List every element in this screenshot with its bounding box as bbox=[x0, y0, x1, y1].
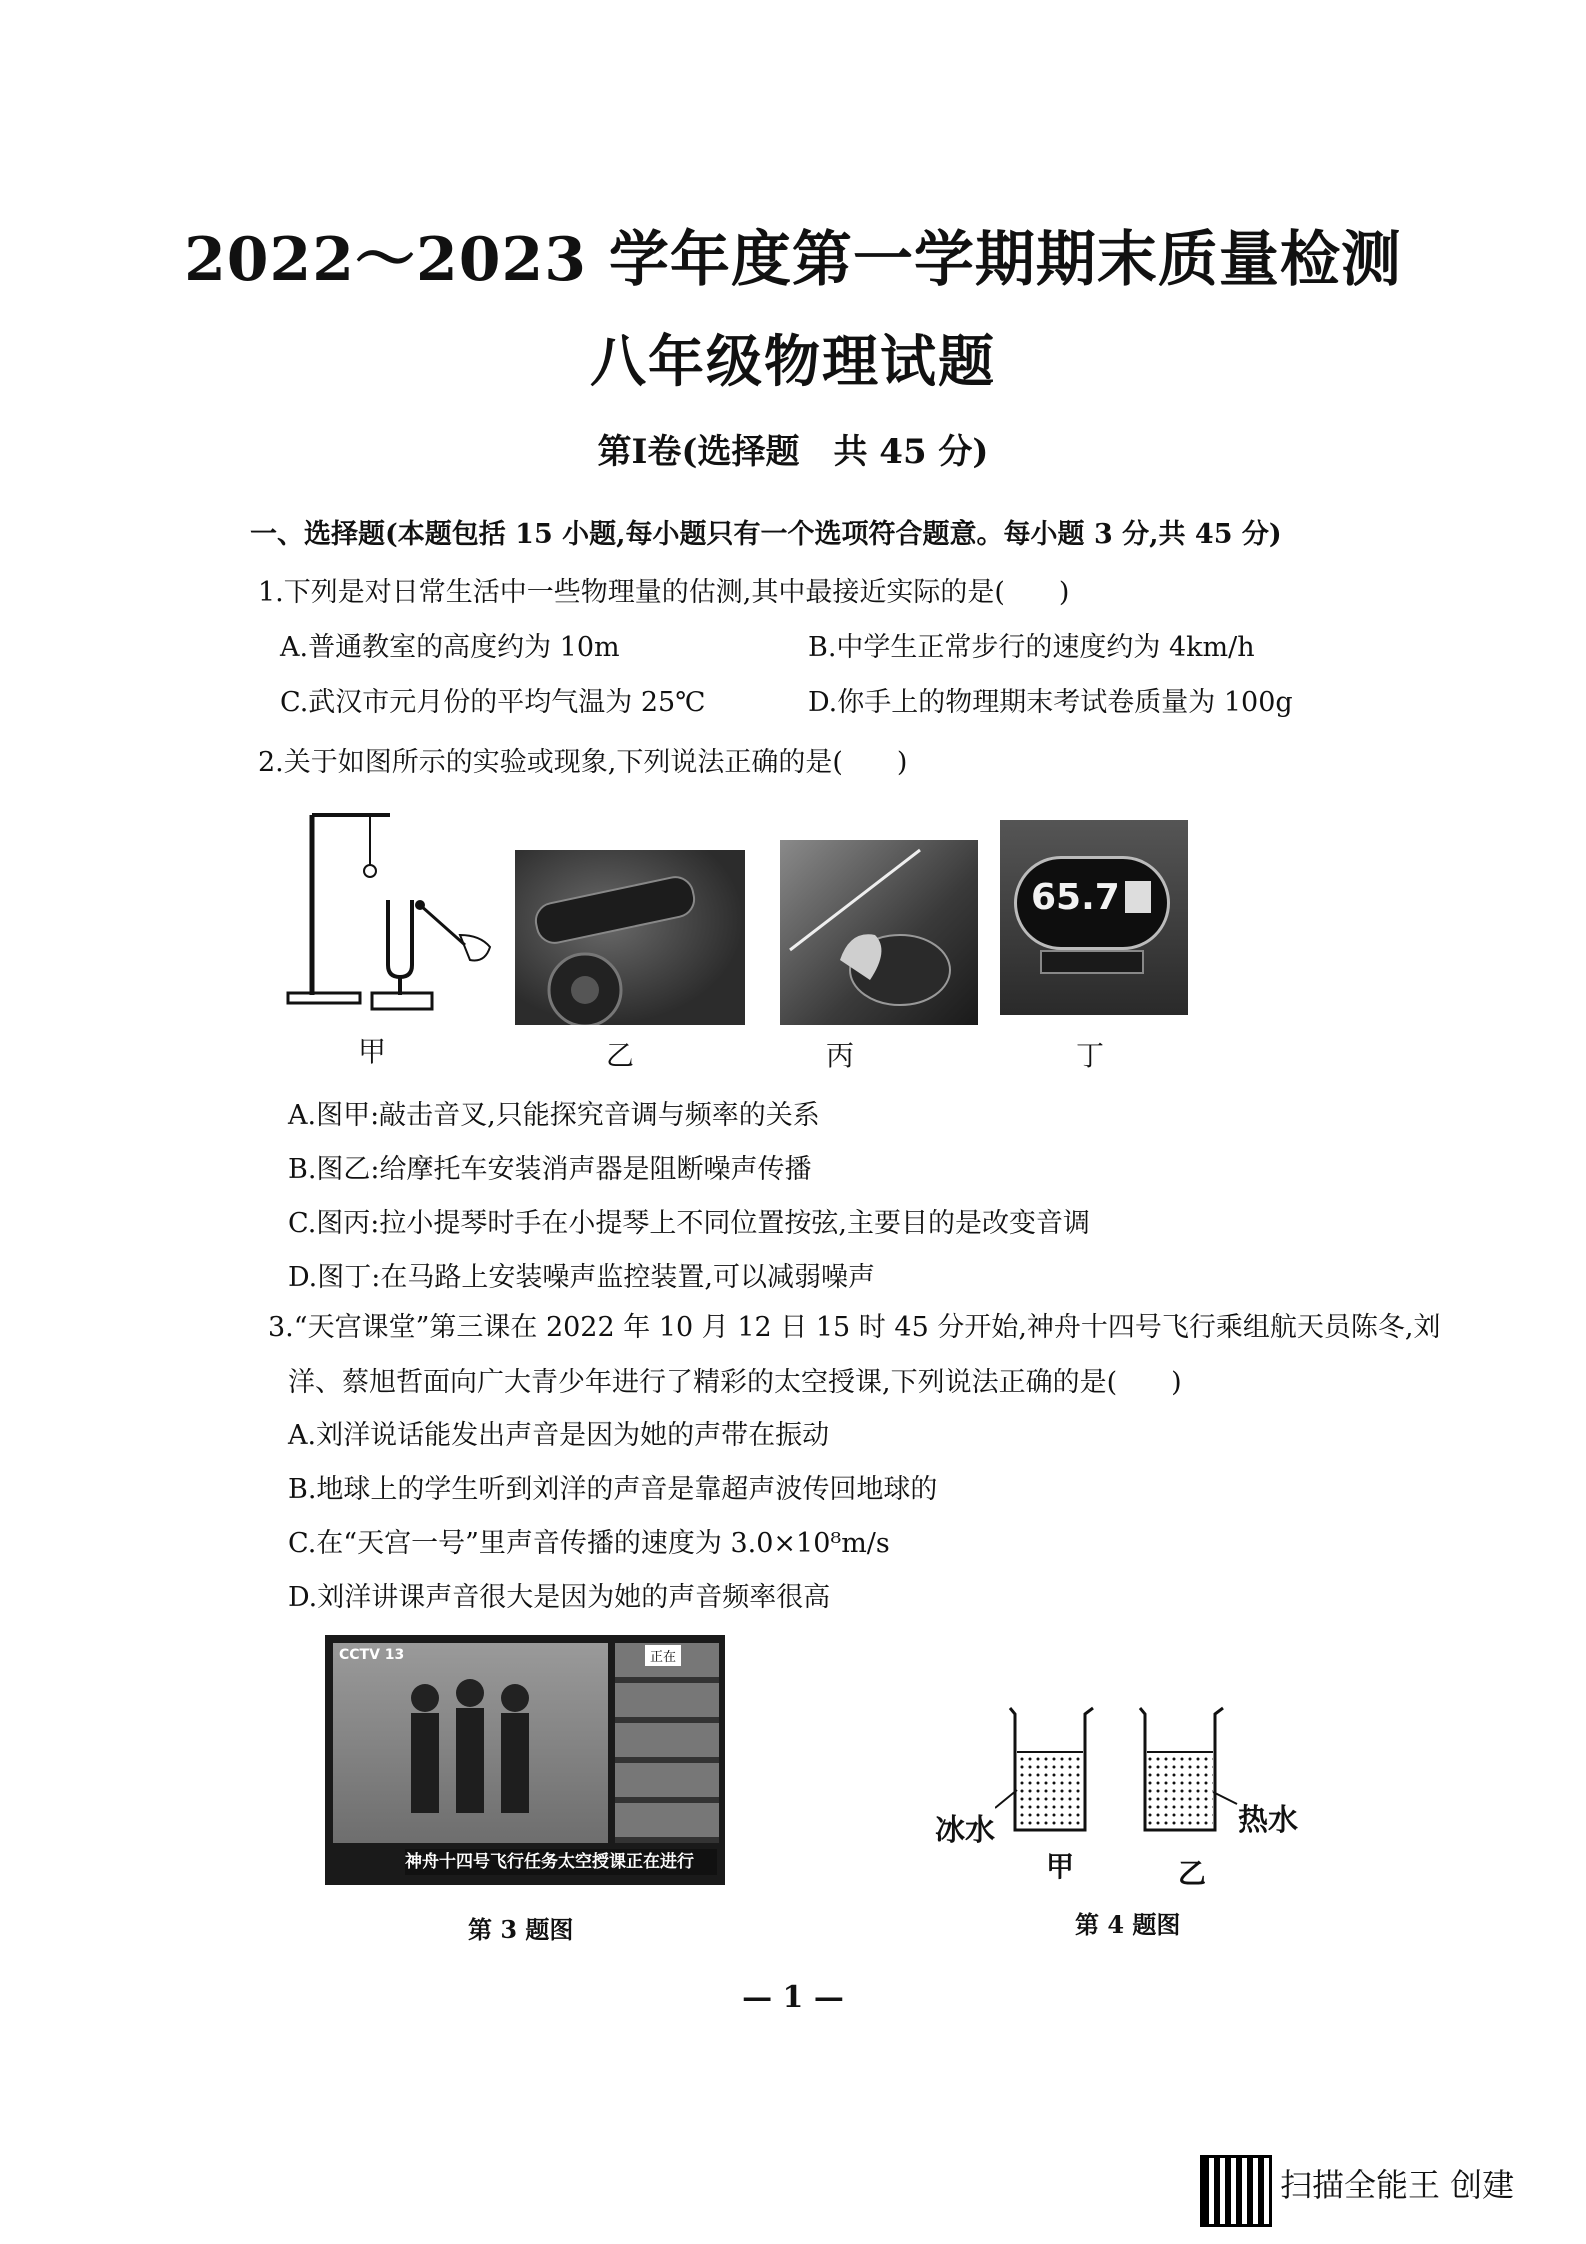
q1-option-a: A.普通教室的高度约为 10m bbox=[280, 632, 620, 663]
motorcycle-muffler-photo bbox=[515, 850, 745, 1025]
q1-option-d: D.你手上的物理期末考试卷质量为 100g bbox=[808, 687, 1293, 718]
q3-option-d: D.刘洋讲课声音很大是因为她的声音频率很高 bbox=[288, 1582, 831, 1613]
q1-option-c: C.武汉市元月份的平均气温为 25℃ bbox=[280, 687, 706, 718]
q3-stem-line1: 3.“天宫课堂”第三课在 2022 年 10 月 12 日 15 时 45 分开始,神舟十四号飞行乘组航天员陈冬,刘 bbox=[268, 1312, 1441, 1343]
q3-option-a: A.刘洋说话能发出声音是因为她的声带在振动 bbox=[288, 1420, 830, 1451]
fig-label-bing: 丙 bbox=[825, 1039, 854, 1072]
q2-option-c: C.图丙:拉小提琴时手在小提琴上不同位置按弦,主要目的是改变音调 bbox=[288, 1208, 1090, 1239]
fig-label-yi: 乙 bbox=[605, 1039, 634, 1072]
q1-stem: 1.下列是对日常生活中一些物理量的估测,其中最接近实际的是( ) bbox=[258, 577, 1070, 608]
q2-stem: 2.关于如图所示的实验或现象,下列说法正确的是( ) bbox=[258, 747, 908, 778]
hot-water-label: 热水 bbox=[1238, 1803, 1298, 1838]
q3-option-b: B.地球上的学生听到刘洋的声音是靠超声波传回地球的 bbox=[288, 1474, 938, 1505]
exam-subject: 八年级物理试题 bbox=[590, 329, 996, 395]
violin-photo bbox=[780, 840, 978, 1025]
beakers-figure bbox=[995, 1700, 1245, 1860]
exam-part: 第Ⅰ卷(选择题 共 45 分) bbox=[597, 432, 989, 472]
q3-option-c: C.在“天宫一号”里声音传播的速度为 3.0×10⁸m/s bbox=[288, 1528, 890, 1559]
ice-water-label: 冰水 bbox=[935, 1813, 995, 1848]
fig4-caption: 第 4 题图 bbox=[1075, 1910, 1181, 1939]
monitor-reading: 65.7 bbox=[1031, 877, 1120, 918]
qr-code-icon bbox=[1200, 2155, 1272, 2227]
beaker-label-jia: 甲 bbox=[1045, 1850, 1074, 1883]
noise-monitor-photo bbox=[1000, 820, 1188, 1015]
unit-sign bbox=[1125, 881, 1151, 913]
beaker-label-yi: 乙 bbox=[1177, 1857, 1206, 1890]
fig-label-jia: 甲 bbox=[357, 1035, 386, 1068]
fig3-caption: 第 3 题图 bbox=[468, 1915, 574, 1944]
classroom-scene bbox=[333, 1643, 608, 1843]
q2-option-a: A.图甲:敲击音叉,只能探究音调与频率的关系 bbox=[288, 1100, 820, 1131]
tv-banner: 神舟十四号飞行任务太空授课正在进行 bbox=[405, 1849, 717, 1875]
tv-broadcast-photo bbox=[325, 1635, 725, 1885]
section-heading: 一、选择题(本题包括 15 小题,每小题只有一个选项符合题意。每小题 3 分,共 45 分) bbox=[250, 519, 1282, 550]
monitor-panel bbox=[1040, 950, 1144, 974]
page-number: — 1 — bbox=[742, 1980, 844, 2015]
tv-side-panel bbox=[615, 1643, 719, 1843]
exam-title: 2022～2023 学年度第一学期期末质量检测 bbox=[184, 225, 1402, 295]
fig-label-ding: 丁 bbox=[1075, 1039, 1104, 1072]
q2-option-b: B.图乙:给摩托车安装消声器是阻断噪声传播 bbox=[288, 1154, 812, 1185]
q2-option-d: D.图丁:在马路上安装噪声监控装置,可以减弱噪声 bbox=[288, 1262, 875, 1293]
q1-option-b: B.中学生正常步行的速度约为 4km/h bbox=[808, 632, 1255, 663]
q3-stem-line2: 洋、蔡旭哲面向广大青少年进行了精彩的太空授课,下列说法正确的是( ) bbox=[288, 1367, 1182, 1398]
tv-live-tag: 正在 bbox=[645, 1645, 681, 1666]
tv-channel-logo: CCTV 13 bbox=[339, 1647, 405, 1663]
tuning-fork-figure bbox=[280, 795, 520, 1025]
monitor-display bbox=[1014, 856, 1170, 950]
scanner-watermark: 扫描全能王 创建 bbox=[1280, 2166, 1515, 2204]
